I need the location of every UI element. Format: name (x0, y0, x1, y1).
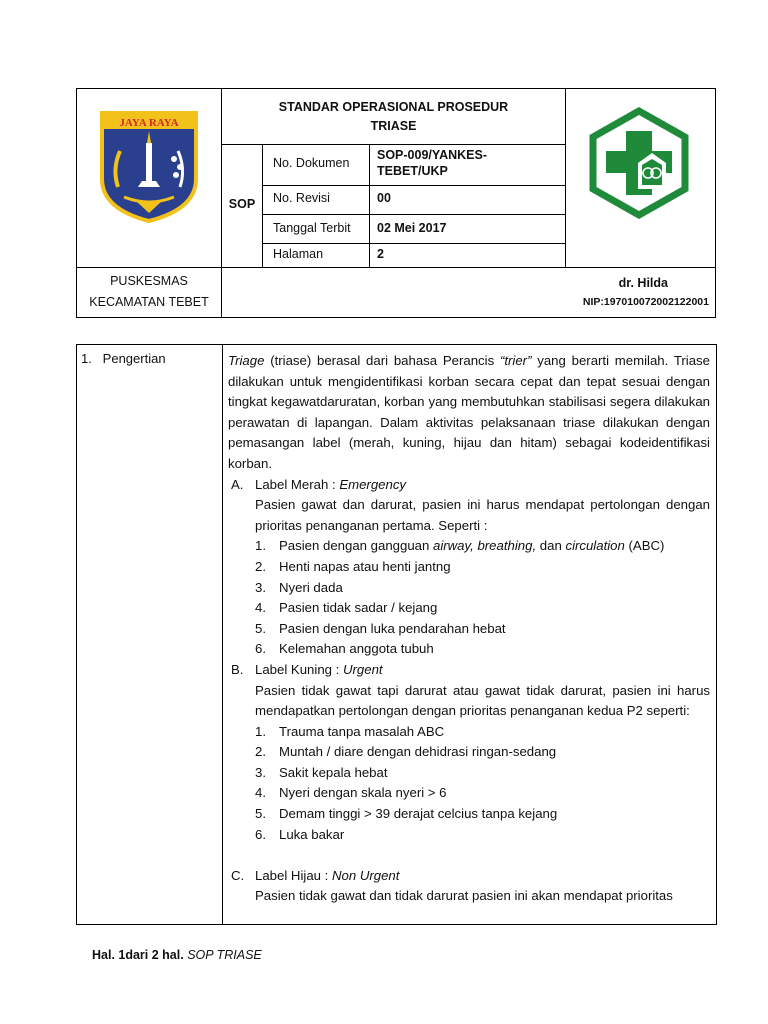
list-item (255, 598, 710, 619)
category-label-italic: Emergency (339, 476, 407, 492)
org-name-line1: PUSKESMAS (110, 274, 188, 288)
list-text: (ABC) (624, 538, 665, 554)
list-text: Sakit kepala hebat (279, 764, 388, 780)
list-item (255, 722, 710, 743)
list-text: Henti napas atau henti jantng (279, 558, 451, 574)
section-body (228, 351, 710, 907)
header-divider (262, 243, 565, 244)
list-item (255, 639, 710, 660)
category-letter: B. (231, 661, 244, 677)
list-number: 2. (255, 558, 266, 574)
doc-number-value: SOP-009/YANKES-TEBET/UKP (377, 148, 487, 178)
sop-title-line1: STANDAR OPERASIONAL PROSEDUR (278, 100, 509, 114)
column-divider (222, 345, 223, 924)
list-number: 3. (255, 764, 266, 780)
category-label: Label Merah : (255, 476, 340, 492)
list-item (255, 763, 710, 784)
list-text: Pasien tidak sadar / kejang (279, 600, 438, 616)
header-divider (262, 144, 263, 267)
list-text: Kelemahan anggota tubuh (279, 641, 434, 657)
list-number: 3. (255, 579, 266, 595)
list-item (255, 783, 710, 804)
page-footer (92, 948, 262, 962)
section-label-pengertian: 1. Pengertian (81, 351, 166, 366)
list-text: Luka bakar (279, 826, 345, 842)
list-text: Nyeri dada (279, 579, 343, 595)
list-number: 1. (255, 538, 266, 554)
page-label: Halaman (273, 247, 324, 261)
list-number: 6. (255, 826, 266, 842)
list-text: dan (536, 538, 566, 554)
category-a-list (228, 536, 710, 660)
list-text: Pasien dengan luka pendarahan hebat (279, 620, 506, 636)
list-text-italic: airway, breathing, (433, 538, 537, 554)
intro-trier: “trier” (499, 353, 532, 368)
intro-text: (triase) berasal dari bahasa Perancis (264, 353, 500, 368)
jaya-raya-crest-logo (98, 109, 200, 223)
header-divider (565, 89, 566, 267)
category-letter: C. (231, 867, 245, 883)
content-table (76, 344, 717, 925)
list-text: Nyeri dengan skala nyeri > 6 (279, 785, 447, 801)
category-label: Label Kuning : (255, 661, 343, 677)
intro-text: yang berarti memilah. Triase dilakukan untuk mengidentifikasi korban secara cepat dan tepat sesuai dengan tingkat kegawatdaruratan, korban yang membutuhkan stabilisasi segera dilakukan perawatan di lapangan. Dalam aktivitas pelaksanaan triase dilakukan dengan pemasangan label (merah, kuning, hijau dan hitam) sebagai kodeidentifikasi korban. (228, 353, 710, 471)
category-label-italic: Urgent (343, 661, 383, 677)
page-value: 2 (377, 247, 384, 261)
signer-name: dr. Hilda (618, 276, 668, 290)
category-label: Label Hijau : (255, 867, 332, 883)
signer-nip: NIP:197010072002122001 (582, 296, 709, 308)
list-item (255, 578, 710, 599)
org-name-line2: KECAMATAN TEBET (89, 295, 209, 309)
list-text: Trauma tanpa masalah ABC (279, 723, 445, 739)
revision-value: 00 (377, 191, 391, 205)
puskesmas-logo (586, 107, 692, 219)
category-label-italic: Non Urgent (331, 867, 400, 883)
doc-number-label: No. Dokumen (273, 156, 350, 170)
list-item (255, 536, 710, 557)
category-b-description: Pasien tidak gawat tapi darurat atau gawat tidak darurat, pasien ini harus mendapatkan pertolongan dengan prioritas penanganan kedua P2 seperti: (255, 682, 710, 719)
header-divider (262, 214, 565, 215)
list-text-italic: circulation (565, 538, 625, 554)
header-table (76, 88, 716, 318)
list-item (255, 557, 710, 578)
category-letter: A. (231, 476, 244, 492)
revision-label: No. Revisi (273, 191, 330, 205)
spacer (228, 845, 710, 866)
sop-title-line2: TRIASE (370, 119, 417, 133)
list-item (255, 825, 710, 846)
list-text: Muntah / diare dengan dehidrasi ringan-sedang (279, 744, 557, 760)
intro-term: Triage (228, 353, 265, 368)
issue-date-label: Tanggal Terbit (273, 221, 351, 235)
list-text: Pasien dengan gangguan (279, 538, 433, 554)
sop-label: SOP (228, 197, 256, 211)
list-number: 1. (255, 723, 266, 739)
category-a-heading (228, 475, 710, 496)
category-b-heading (228, 660, 710, 681)
footer-doc-name: SOP TRIASE (187, 948, 262, 962)
header-divider (262, 185, 565, 186)
list-number: 4. (255, 600, 266, 616)
category-a-description: Pasien gawat dan darurat, pasien ini harus mendapat pertolongan dengan prioritas penanganan pertama. Seperti : (255, 497, 710, 533)
list-number: 2. (255, 744, 266, 760)
issue-date-value: 02 Mei 2017 (377, 221, 447, 235)
list-number: 5. (255, 806, 266, 822)
list-number: 5. (255, 620, 266, 636)
header-divider (369, 144, 370, 267)
list-item (255, 619, 710, 640)
list-number: 4. (255, 785, 266, 801)
intro-paragraph (228, 351, 710, 475)
category-c-heading (228, 866, 710, 887)
list-number: 6. (255, 641, 266, 657)
list-item (255, 804, 710, 825)
list-text: Demam tinggi > 39 derajat celcius tanpa kejang (279, 806, 558, 822)
header-divider (221, 144, 565, 145)
category-b-list (228, 722, 710, 846)
header-divider (77, 267, 715, 268)
footer-page-text: Hal. 1dari 2 hal. (92, 948, 188, 962)
category-c-description: Pasien tidak gawat dan tidak darurat pasien ini akan mendapat prioritas (255, 888, 673, 904)
svg-text:JAYA RAYA: JAYA RAYA (119, 117, 179, 129)
list-item (255, 742, 710, 763)
